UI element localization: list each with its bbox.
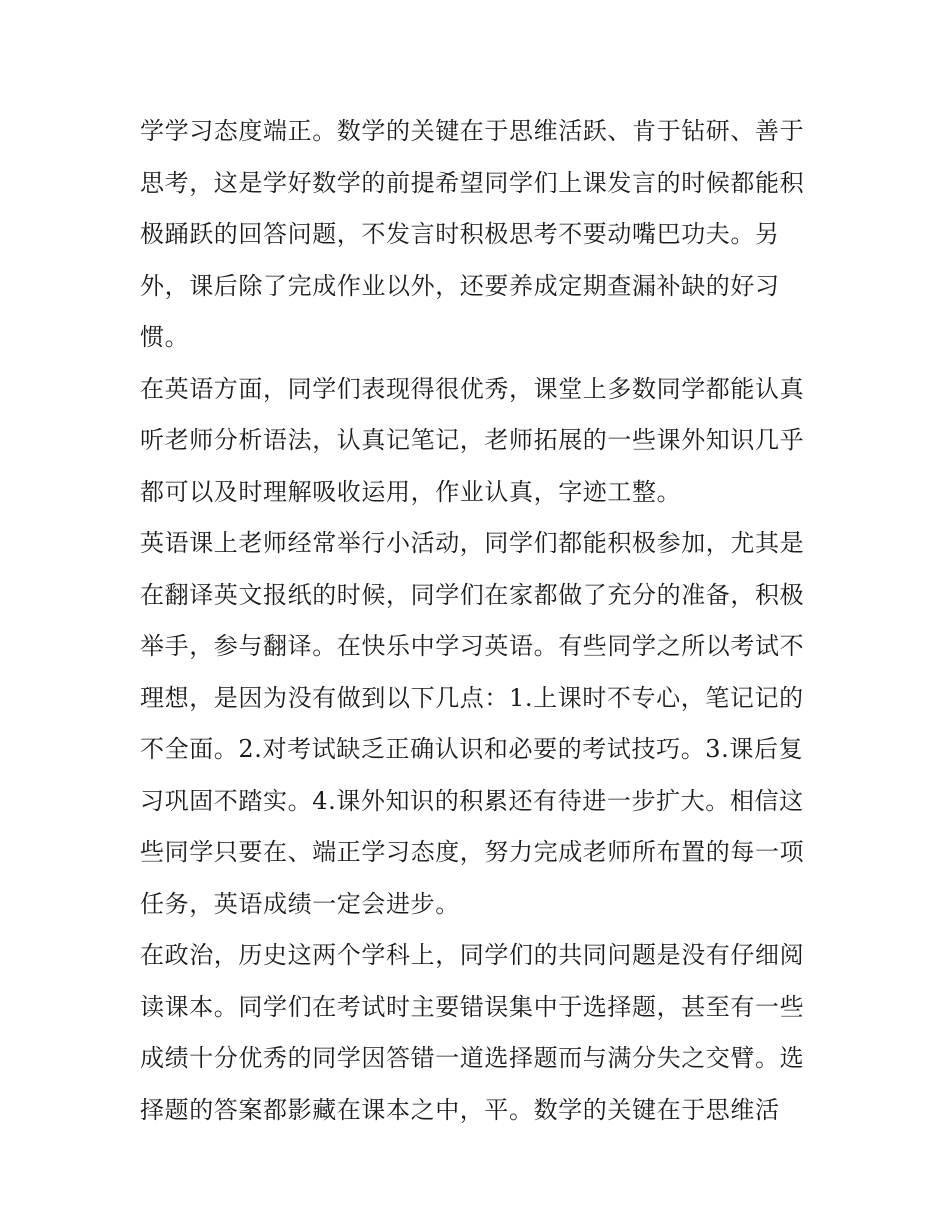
text-line: 些同学只要在、端正学习态度，努力完成老师所布置的每一项	[140, 838, 805, 866]
text-line: 听老师分析语法，认真记笔记，老师拓展的一些课外知识几乎	[140, 426, 805, 454]
text-line: 思考，这是学好数学的前提希望同学们上课发言的时候都能积	[140, 168, 805, 197]
text-line: 理想，是因为没有做到以下几点：1.上课时不专心，笔记记的	[140, 683, 804, 712]
text-line: 在英语方面，同学们表现得很优秀，课堂上多数同学都能认真	[140, 374, 805, 403]
text-line: 英语课上老师经常举行小活动，同学们都能积极参加，尤其是	[140, 529, 805, 557]
text-line: 择题的答案都影藏在课本之中，平。数学的关键在于思维活	[140, 1095, 780, 1124]
text-line: 外，课后除了完成作业以外，还要养成定期查漏补缺的好习	[140, 271, 780, 300]
text-line: 读课本。同学们在考试时主要错误集中于选择题，甚至有一些	[140, 992, 805, 1021]
text-line: 成绩十分优秀的同学因答错一道选择题而与满分失之交臂。选	[140, 1044, 805, 1072]
text-line: 不全面。2.对考试缺乏正确认识和必要的考试技巧。3.课后复	[140, 735, 804, 763]
text-line: 在政治，历史这两个学科上，同学们的共同问题是没有仔细阅	[140, 941, 805, 969]
document-body	[140, 106, 812, 1136]
text-line: 惯。	[140, 323, 190, 351]
text-line: 在翻译英文报纸的时候，同学们在家都做了充分的准备，积极	[140, 580, 805, 609]
text-line: 举手，参与翻译。在快乐中学习英语。有些同学之所以考试不	[140, 632, 805, 660]
text-line: 都可以及时理解吸收运用，作业认真，字迹工整。	[140, 477, 682, 506]
text-line: 任务，英语成绩一定会进步。	[140, 889, 460, 918]
text-line: 极踊跃的回答问题，不发言时积极思考不要动嘴巴功夫。另	[140, 220, 780, 248]
text-line: 习巩固不踏实。4.课外知识的积累还有待进一步扩大。相信这	[140, 786, 804, 815]
text-line: 学学习态度端正。数学的关键在于思维活跃、肯于钻研、善于	[140, 117, 805, 145]
